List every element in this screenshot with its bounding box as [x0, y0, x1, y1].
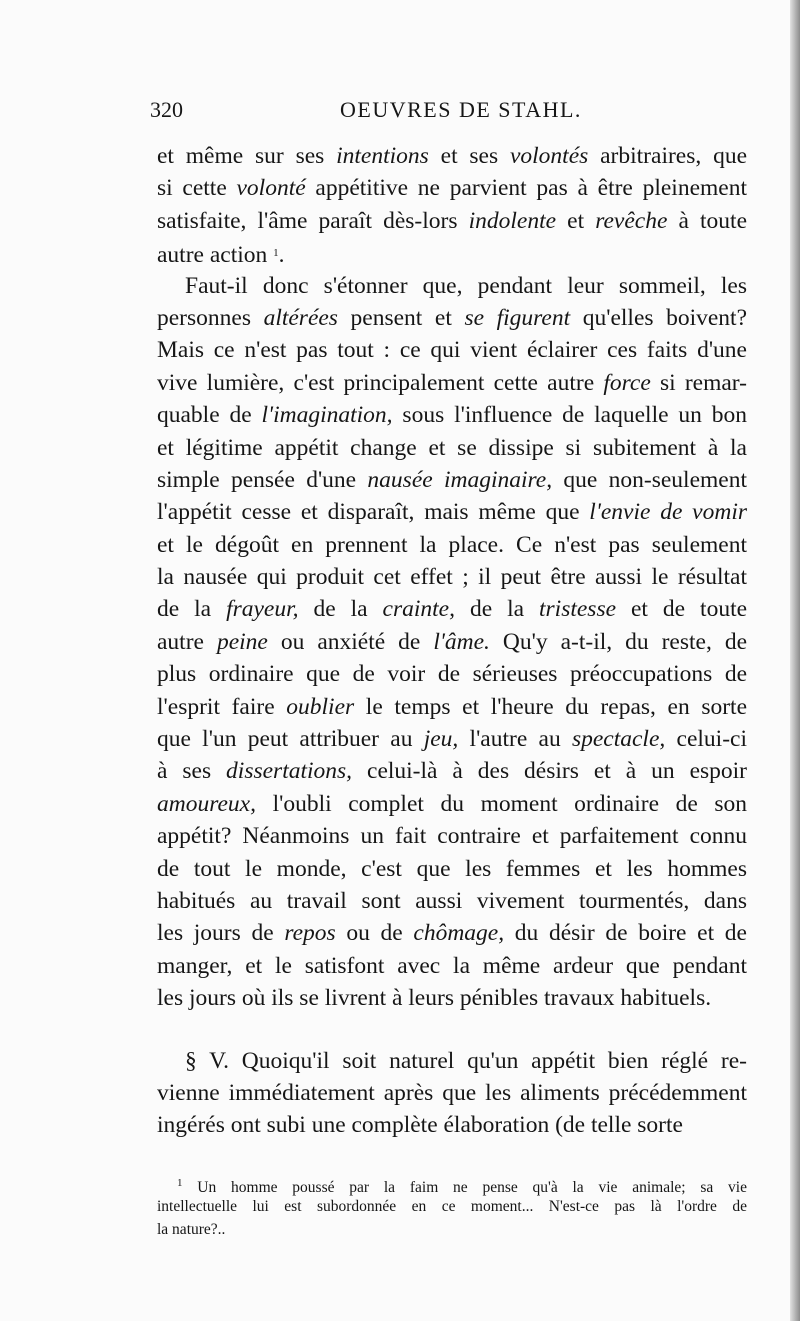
text-segment: et légitime appétit change et se dissipe si subitement à la — [157, 434, 747, 461]
italic-text: nausée imaginaire, — [367, 466, 553, 493]
text-segment: du désir de boire et de — [504, 920, 747, 947]
text-segment: § V. Quoiqu'il soit naturel qu'un appétit bien réglé re- — [185, 1047, 747, 1074]
text-segment: que non-seulement — [552, 466, 748, 493]
text-line — [157, 172, 747, 204]
text-line — [157, 334, 747, 366]
text-segment: pensent et — [337, 304, 465, 331]
text-segment: ingérés ont subi une complète élaboration (de telle sorte — [157, 1112, 683, 1139]
text-segment: de la — [157, 596, 227, 623]
text-segment: manger, et le satisfont avec la même ardeur que pendant — [157, 952, 747, 979]
italic-text: volonté — [236, 175, 306, 202]
text-segment: . — [278, 242, 285, 269]
text-segment: à toute — [667, 207, 748, 234]
footnote-line — [157, 1195, 747, 1218]
text-segment: la nature?.. — [157, 1221, 226, 1238]
italic-text: frayeur, — [226, 596, 299, 623]
text-line — [157, 302, 747, 334]
text-segment: si cette — [157, 175, 237, 202]
text-segment: les jours où ils se livrent à leurs pénibles travaux habituels. — [157, 985, 712, 1012]
text-line — [157, 788, 747, 820]
italic-text: l'imagination, — [261, 402, 393, 429]
text-segment: Faut-il donc s'étonner que, pendant leur sommeil, les — [185, 272, 747, 299]
text-segment: les jours de — [157, 920, 285, 947]
italic-text: indolente — [468, 207, 557, 234]
text-line — [157, 1077, 747, 1109]
text-segment: de tout le monde, c'est que les femmes et les hommes — [157, 855, 747, 882]
text-segment: habitués au travail sont aussi vivement tourmentés, dans — [157, 887, 747, 914]
italic-text: amoureux, — [157, 790, 256, 817]
text-segment: à ses — [157, 758, 227, 785]
text-line — [157, 237, 747, 269]
footnotes — [157, 1172, 747, 1241]
text-line — [157, 140, 747, 172]
text-segment: personnes — [157, 304, 264, 331]
footnote-marker: 1 — [273, 247, 279, 260]
italic-text: spectacle, — [571, 726, 666, 753]
text-line — [157, 626, 747, 658]
text-segment: et — [556, 207, 596, 234]
text-segment: simple pensée d'une — [157, 466, 368, 493]
text-line — [157, 755, 747, 787]
text-segment: quable de — [157, 402, 262, 429]
footnote-marker: 1 — [177, 1177, 183, 1189]
text-line — [157, 432, 747, 464]
text-line — [157, 723, 747, 755]
text-segment: Un homme poussé par la faim ne pense qu'à la vie animale; sa vie — [182, 1179, 747, 1196]
running-head: OEUVRES DE STAHL. — [340, 97, 582, 122]
text-segment: satisfaite, l'âme paraît dès-lors — [157, 207, 469, 234]
italic-text: l'envie de vomir — [589, 499, 748, 526]
text-line — [157, 464, 747, 496]
text-segment: l'esprit faire — [157, 693, 287, 720]
italic-text: se figurent — [464, 304, 571, 331]
text-segment: vienne immédiatement après que les aliments précédemment — [157, 1079, 747, 1106]
text-segment: appétit? Néanmoins un fait contraire et parfaitement connu — [157, 823, 747, 850]
text-segment: et de toute — [616, 596, 748, 623]
text-line — [157, 885, 747, 917]
italic-text: dissertations, — [226, 758, 353, 785]
italic-text: peine — [216, 628, 268, 655]
page-number: 320 — [150, 97, 183, 122]
text-segment: qu'elles boivent? — [570, 304, 748, 331]
scan-edge-shadow — [790, 0, 800, 1321]
italic-text: intentions — [336, 143, 429, 169]
text-segment: arbitraires, que — [588, 143, 747, 169]
italic-text: force — [603, 369, 651, 396]
text-line — [157, 1045, 747, 1077]
text-segment: la nausée qui produit cet effet ; il peut être aussi le résultat — [157, 564, 747, 591]
text-segment: ou anxiété de — [267, 628, 434, 655]
italic-text: oublier — [286, 693, 355, 720]
text-line — [157, 205, 747, 237]
text-line — [157, 820, 747, 852]
text-line — [157, 658, 747, 690]
text-line — [157, 691, 747, 723]
text-segment: plus ordinaire que de voir de sérieuses préoccupations de — [157, 661, 747, 688]
text-segment: l'appétit cesse et disparaît, mais même que — [157, 499, 590, 526]
text-segment: sous l'influence de laquelle un bon — [392, 402, 747, 429]
footnote-line — [157, 1172, 747, 1195]
italic-text: repos — [284, 920, 336, 947]
text-segment: et ses — [428, 143, 510, 169]
text-segment: vive lumière, c'est principalement cette autre — [157, 369, 604, 396]
text-segment: celui-ci — [665, 726, 747, 753]
italic-text: tristesse — [539, 596, 617, 623]
paragraph — [157, 140, 747, 270]
text-segment: intellectuelle lui est subordonnée en ce moment... N'est-ce pas là l'ordre de — [157, 1198, 747, 1215]
italic-text: crainte, — [382, 596, 455, 623]
text-line — [157, 853, 747, 885]
text-segment: Qu'y a-t-il, du reste, de — [489, 628, 747, 655]
paragraph — [157, 270, 747, 1015]
text-line — [157, 529, 747, 561]
italic-text: chômage, — [413, 920, 505, 947]
text-segment: de la — [454, 596, 539, 623]
italic-text: jeu, — [423, 726, 459, 753]
text-line — [157, 399, 747, 431]
text-line — [157, 1109, 747, 1141]
text-line — [157, 561, 747, 593]
text-segment: que l'un peut attribuer au — [157, 726, 424, 753]
text-segment: de la — [298, 596, 383, 623]
text-line — [157, 950, 747, 982]
text-segment: si remar- — [650, 369, 747, 396]
text-line — [157, 270, 747, 302]
text-segment: l'autre au — [458, 726, 572, 753]
footnote-line — [157, 1218, 747, 1241]
text-segment: autre action — [157, 242, 274, 269]
section-paragraph — [157, 1045, 747, 1142]
text-segment: et le dégoût en prennent la place. Ce n'est pas seulement — [157, 531, 747, 558]
text-segment: ou de — [335, 920, 414, 947]
text-segment: et même sur ses — [157, 143, 337, 169]
text-segment: appétitive ne parvient pas à être pleinement — [305, 175, 747, 202]
text-line — [157, 593, 747, 625]
text-segment: celui-là à des désirs et à un espoir — [352, 758, 747, 785]
text-segment: le temps et l'heure du repas, en sorte — [354, 693, 748, 720]
text-line — [157, 367, 747, 399]
italic-text: revêche — [595, 207, 668, 234]
text-segment: autre — [157, 628, 217, 655]
italic-text: volontés — [509, 143, 589, 169]
text-line — [157, 917, 747, 949]
body-text — [157, 140, 747, 1142]
text-segment: l'oubli complet du moment ordinaire de son — [255, 790, 747, 817]
italic-text: l'âme. — [433, 628, 490, 655]
page-header — [150, 97, 750, 137]
text-segment: Mais ce n'est pas tout : ce qui vient éclairer ces faits d'une — [157, 337, 747, 364]
text-line — [157, 496, 747, 528]
text-line — [157, 982, 747, 1014]
italic-text: altérées — [263, 304, 338, 331]
